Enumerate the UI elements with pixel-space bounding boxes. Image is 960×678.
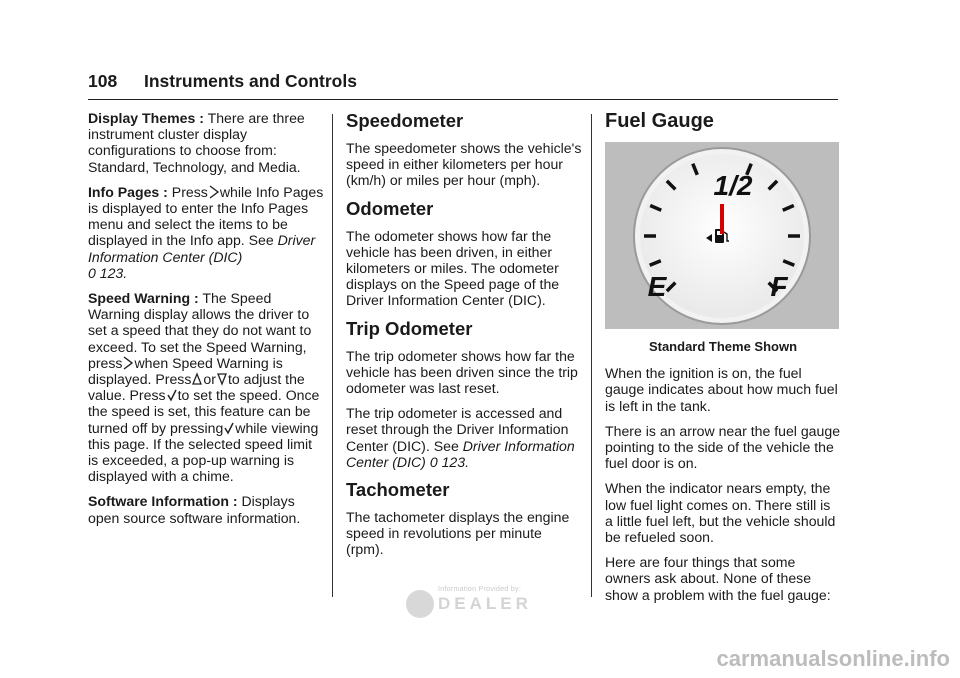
speed-warning-paragraph: Speed Warning : The Speed Warning display allows the driver to set a speed that they do not want to exceed. To set the Speed Warning, press when Speed Warning is displayed. Press or to adjust the value. Press to set the speed. Once the speed is set, this feature can be turned off by pressing while viewing this page. If the selected speed limit is exceeded, a pop-up warning is displayed with a chime. <box>88 290 320 485</box>
column-divider <box>332 114 333 597</box>
fuel-text-1: When the ignition is on, the fuel gauge indicates about how much fuel is left in the tank. <box>605 365 838 414</box>
page-number: 108 <box>88 71 118 91</box>
trip-odometer-text: The trip odometer shows how far the vehicle has been driven since the trip odometer was last reset. <box>346 347 578 397</box>
page-header <box>88 71 838 100</box>
dic-reference[interactable]: Driver Information Center (DIC) <box>346 437 575 470</box>
column-3 <box>605 110 841 612</box>
globe-icon <box>406 590 434 618</box>
down-arrow-icon <box>217 372 227 386</box>
checkmark-icon <box>224 421 234 435</box>
column-1 <box>88 110 324 535</box>
software-info-term: Software Information : <box>88 493 238 510</box>
site-watermark: carmanualsonline.info <box>716 646 950 671</box>
figure-caption: Standard Theme Shown <box>648 339 798 354</box>
fuel-gauge-heading: Fuel Gauge <box>605 110 714 132</box>
empty-label: E <box>647 271 667 302</box>
speed-warning-term: Speed Warning : <box>88 290 199 307</box>
right-arrow-icon <box>123 356 133 370</box>
trip-odometer-reset-text: The trip odometer is accessed and reset through the Driver Information Center (DIC). See Driver Information Center (DIC) 0 123. <box>346 405 575 470</box>
odometer-heading: Odometer <box>346 197 434 219</box>
trip-odometer-heading: Trip Odometer <box>346 317 473 339</box>
tachometer-text: The tachometer displays the engine speed in revolutions per minute (rpm). <box>346 509 570 558</box>
up-arrow-icon <box>192 372 202 386</box>
fuel-gauge-figure <box>605 142 839 329</box>
checkmark-icon <box>167 388 177 402</box>
fuel-text-3: When the indicator nears empty, the low fuel light comes on. There still is a little fuel left, but the vehicle should be refueled soon. <box>605 480 836 546</box>
dealer-logo: Information Provided by: DEALER <box>404 586 550 620</box>
column-divider <box>591 114 592 597</box>
fuel-needle <box>720 204 724 234</box>
fuel-text-4: Here are four things that some owners ask about. None of these show a problem with the fuel gauge: <box>605 554 831 603</box>
right-arrow-icon <box>209 185 219 199</box>
info-pages-term: Info Pages : <box>88 183 168 200</box>
tachometer-heading: Tachometer <box>346 479 450 501</box>
fuel-gauge-illustration <box>605 142 839 329</box>
display-themes-term: Display Themes : <box>88 110 204 126</box>
display-themes-paragraph: Display Themes : There are three instrument cluster display configurations to choose from: Standard, Technology, and Media. <box>88 110 305 175</box>
column-2 <box>346 110 582 567</box>
speedometer-text: The speedometer shows the vehicle's speed in either kilometers per hour (km/h) or miles per hour (mph). <box>346 140 582 189</box>
dic-reference[interactable]: Driver Information Center (DIC) <box>88 232 316 265</box>
half-label: 1/2 <box>713 170 753 201</box>
odometer-text: The odometer shows how far the vehicle has been driven, in either kilometers or miles. The odometer displays on the Speed page of the Driver Information Center (DIC). <box>346 227 560 309</box>
info-pages-paragraph: Info Pages : Press while Info Pages is displayed to enter the Info Pages menu and select the items to be displayed in the Info app. See Driver Information Center (DIC) 0 123. <box>88 183 324 281</box>
full-label: F <box>770 271 788 302</box>
section-title: Instruments and Controls <box>144 71 357 91</box>
speedometer-heading: Speedometer <box>346 110 464 131</box>
fuel-text-2: There is an arrow near the fuel gauge pointing to the side of the vehicle the fuel door is on. <box>605 422 841 472</box>
software-info-paragraph: Software Information : Displays open source software information. <box>88 493 301 526</box>
